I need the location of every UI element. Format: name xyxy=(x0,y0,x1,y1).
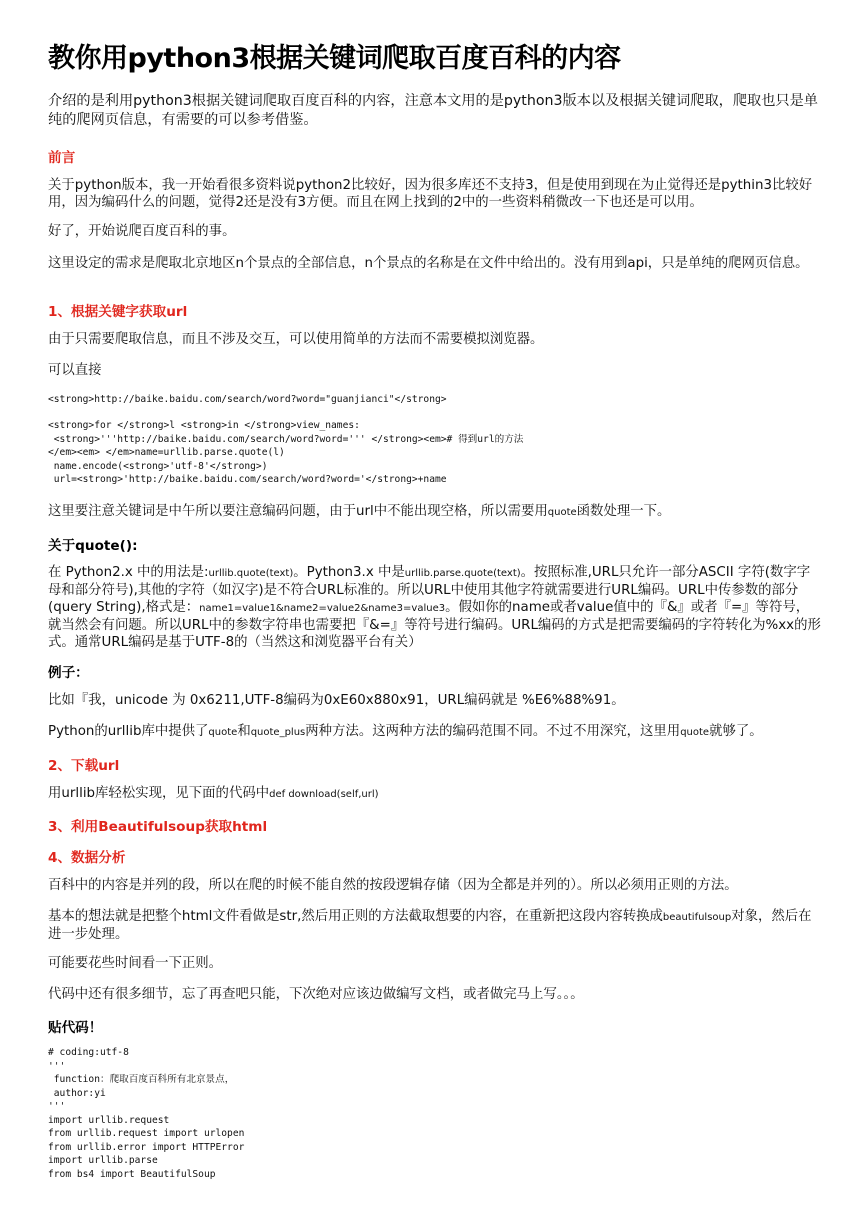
code-block-url: <strong>http://baike.baidu.com/search/word?word="guanjianci"</strong> xyxy=(48,394,447,405)
section-2-paragraph: 用urllib库轻松实现，见下面的代码中def download(self,url) xyxy=(48,786,379,801)
section-4-paragraph-3: 可能要花些时间看一下正则。 xyxy=(48,956,223,971)
example-paragraph-1: 比如『我，unicode 为 0x6211,UTF-8编码为0xE60x880x91，URL编码就是 %E6%88%91。 xyxy=(48,693,625,708)
section-4-paragraph-1: 百科中的内容是并列的段，所以在爬的时候不能自然的按段逻辑存储（因为全都是并列的）。所以必须用正则的方法。 xyxy=(48,878,738,893)
heading-section-2: 2、下载url xyxy=(48,758,120,774)
code-block-loop: <strong>for </strong>l <strong>in </strong>view_names: <strong>'''http://baike.baidu.com/search/word?word=''' </strong><em># 得到url的方法 </em><em> </em>name=urllib.parse.quote(l) name.encode(<strong>'utf-8'</strong>) url=<strong>'http://baike.baidu.com/search/word?word='</strong>+name xyxy=(48,420,524,485)
heading-example: 例子： xyxy=(48,665,89,681)
heading-paste-code: 贴代码！ xyxy=(48,1020,103,1036)
quote-paragraph: 在 Python2.x 中的用法是:urllib.quote(text)。Python3.x 中是urllib.parse.quote(text)。按照标准,URL只允许一部分ASCII 字符(数字字母和部分符号),其他的字符（如汉字)是不符合URL标准的。所以URL中使用其他字符就需要进行URL编码。URL中传参数的部分(query String),格式是：name1=value1&name2=value2&name3=value3。假如你的name或者value值中的『&』或者『=』等符号，就当然会有问题。所以URL中的参数字符串也需要把『&=』等符号进行编码。URL编码的方式是把需要编码的字符转化为%xx的形式。通常URL编码是基于UTF-8的（当然这和浏览器平台有关） xyxy=(48,565,821,650)
article-title: 教你用python3根据关键词爬取百度百科的内容 xyxy=(48,43,621,74)
section-4-paragraph-2: 基本的想法就是把整个html文件看做是str,然后用正则的方法截取想要的内容，在重新把这段内容转换成beautifulsoup对象，然后在进一步处理。 xyxy=(48,909,812,942)
code-block-source: # coding:utf-8 ''' function：爬取百度百科所有北京景点， author:yi ''' import urllib.request from urllib.request import urlopen from urllib.error import HTTPError import urllib.parse from bs4 import BeautifulSoup xyxy=(48,1047,245,1180)
heading-about-quote: 关于quote(): xyxy=(48,538,138,554)
example-paragraph-2: Python的urllib库中提供了quote和quote_plus两种方法。这两种方法的编码范围不同。不过不用深究，这里用quote就够了。 xyxy=(48,724,763,739)
heading-section-3: 3、利用Beautifulsoup获取html xyxy=(48,819,268,835)
preface-paragraph-3: 这里设定的需求是爬取北京地区n个景点的全部信息，n个景点的名称是在文件中给出的。没有用到api，只是单纯的爬网页信息。 xyxy=(48,256,809,271)
section-1-paragraph-1: 由于只需要爬取信息，而且不涉及交互，可以使用简单的方法而不需要模拟浏览器。 xyxy=(48,332,544,347)
heading-section-1: 1、根据关键字获取url xyxy=(48,304,188,320)
section-4-paragraph-4: 代码中还有很多细节，忘了再查吧只能，下次绝对应该边做编写文档，或者做完马上写。。。 xyxy=(48,987,584,1002)
intro-paragraph: 介绍的是利用python3根据关键词爬取百度百科的内容，注意本文用的是python3版本以及根据关键词爬取，爬取也只是单纯的爬网页信息，有需要的可以参考借鉴。 xyxy=(48,93,818,128)
heading-section-4: 4、数据分析 xyxy=(48,850,126,866)
section-1-paragraph-3: 这里要注意关键词是中午所以要注意编码问题，由于url中不能出现空格，所以需要用quote函数处理一下。 xyxy=(48,504,671,519)
preface-paragraph-2: 好了，开始说爬百度百科的事。 xyxy=(48,224,236,239)
heading-preface: 前言 xyxy=(48,150,76,166)
section-1-paragraph-2: 可以直接 xyxy=(48,363,102,378)
preface-paragraph-1: 关于python版本，我一开始看很多资料说python2比较好，因为很多库还不支持3，但是使用到现在为止觉得还是pythin3比较好用，因为编码什么的问题，觉得2还是没有3方便。而且在网上找到的2中的一些资料稍微改一下也还是可以用。 xyxy=(48,178,813,210)
